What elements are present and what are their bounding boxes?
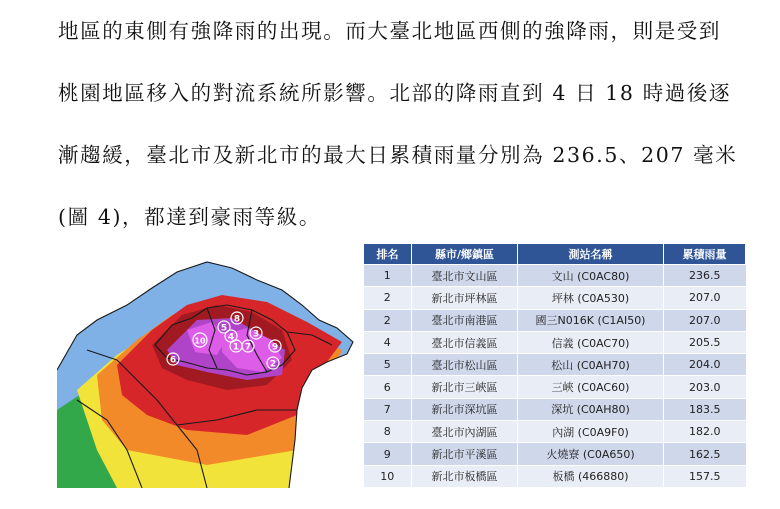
cell-rainfall: 157.5 <box>664 465 746 487</box>
svg-text:10: 10 <box>194 336 206 346</box>
cell-station: 信義 (C0AC70) <box>518 331 664 353</box>
paragraph-line: 漸趨緩，臺北市及新北市的最大日累積雨量分別為 236.5、207 毫米 <box>58 143 738 167</box>
paragraph-line: 地區的東側有強降雨的出現。而大臺北地區西側的強降雨，則是受到 <box>58 19 721 43</box>
table-body <box>364 265 746 488</box>
svg-text:2: 2 <box>269 359 277 370</box>
cell-station: 松山 (C0AH70) <box>518 354 664 376</box>
table-row <box>364 398 746 420</box>
paragraph-line: (圖 4)，都達到豪雨等級。 <box>58 205 321 229</box>
cell-district: 新北市平溪區 <box>412 443 518 465</box>
table-row <box>364 309 746 331</box>
cell-rainfall: 204.0 <box>664 354 746 376</box>
cell-rank: 1 <box>364 265 412 287</box>
cell-rainfall: 207.0 <box>664 309 746 331</box>
cell-station: 三峽 (C0AC60) <box>518 376 664 398</box>
rainfall-map <box>57 250 357 488</box>
cell-rank: 10 <box>364 465 412 487</box>
column-header-station: 測站名稱 <box>518 244 664 265</box>
cell-rainfall: 203.0 <box>664 376 746 398</box>
cell-rank: 2 <box>364 309 412 331</box>
table-row <box>364 421 746 443</box>
cell-district: 新北市板橋區 <box>412 465 518 487</box>
cell-rainfall: 236.5 <box>664 265 746 287</box>
rainfall-ranking-table <box>363 243 746 488</box>
cell-station: 國三N016K (C1AI50) <box>518 309 664 331</box>
column-header-rank: 排名 <box>364 244 412 265</box>
column-header-rainfall: 累積雨量 <box>664 244 746 265</box>
svg-text:9: 9 <box>271 342 279 353</box>
cell-rank: 5 <box>364 354 412 376</box>
cell-station: 板橋 (466880) <box>518 465 664 487</box>
cell-station: 內湖 (C0A9F0) <box>518 421 664 443</box>
cell-rainfall: 207.0 <box>664 287 746 309</box>
cell-district: 臺北市信義區 <box>412 331 518 353</box>
cell-rank: 9 <box>364 443 412 465</box>
table-row <box>364 287 746 309</box>
svg-text:3: 3 <box>252 329 260 340</box>
paragraph-line: 桃園地區移入的對流系統所影響。北部的降雨直到 4 日 18 時過後逐 <box>58 81 732 105</box>
svg-text:7: 7 <box>244 342 252 353</box>
table-row <box>364 354 746 376</box>
cell-district: 新北市三峽區 <box>412 376 518 398</box>
svg-text:8: 8 <box>233 314 241 325</box>
table-row <box>364 265 746 287</box>
cell-district: 臺北市內湖區 <box>412 421 518 443</box>
table-row <box>364 376 746 398</box>
cell-station: 火燒寮 (C0A650) <box>518 443 664 465</box>
svg-text:1: 1 <box>232 342 240 353</box>
svg-text:5: 5 <box>220 323 228 334</box>
svg-text:6: 6 <box>169 355 177 366</box>
cell-district: 臺北市松山區 <box>412 354 518 376</box>
cell-district: 臺北市南港區 <box>412 309 518 331</box>
cell-rank: 8 <box>364 421 412 443</box>
cell-station: 文山 (C0AC80) <box>518 265 664 287</box>
table-row <box>364 331 746 353</box>
table-row <box>364 465 746 487</box>
table-header-row <box>364 244 746 265</box>
svg-text:4: 4 <box>227 332 235 343</box>
table-row <box>364 443 746 465</box>
cell-district: 新北市坪林區 <box>412 287 518 309</box>
cell-rainfall: 205.5 <box>664 331 746 353</box>
cell-rank: 6 <box>364 376 412 398</box>
cell-rainfall: 162.5 <box>664 443 746 465</box>
cell-rainfall: 183.5 <box>664 398 746 420</box>
column-header-district: 縣市/鄉鎮區 <box>412 244 518 265</box>
cell-rank: 7 <box>364 398 412 420</box>
cell-district: 新北市深坑區 <box>412 398 518 420</box>
cell-station: 深坑 (C0AH80) <box>518 398 664 420</box>
cell-rank: 2 <box>364 287 412 309</box>
cell-rainfall: 182.0 <box>664 421 746 443</box>
cell-rank: 4 <box>364 331 412 353</box>
cell-district: 臺北市文山區 <box>412 265 518 287</box>
cell-station: 坪林 (C0A530) <box>518 287 664 309</box>
